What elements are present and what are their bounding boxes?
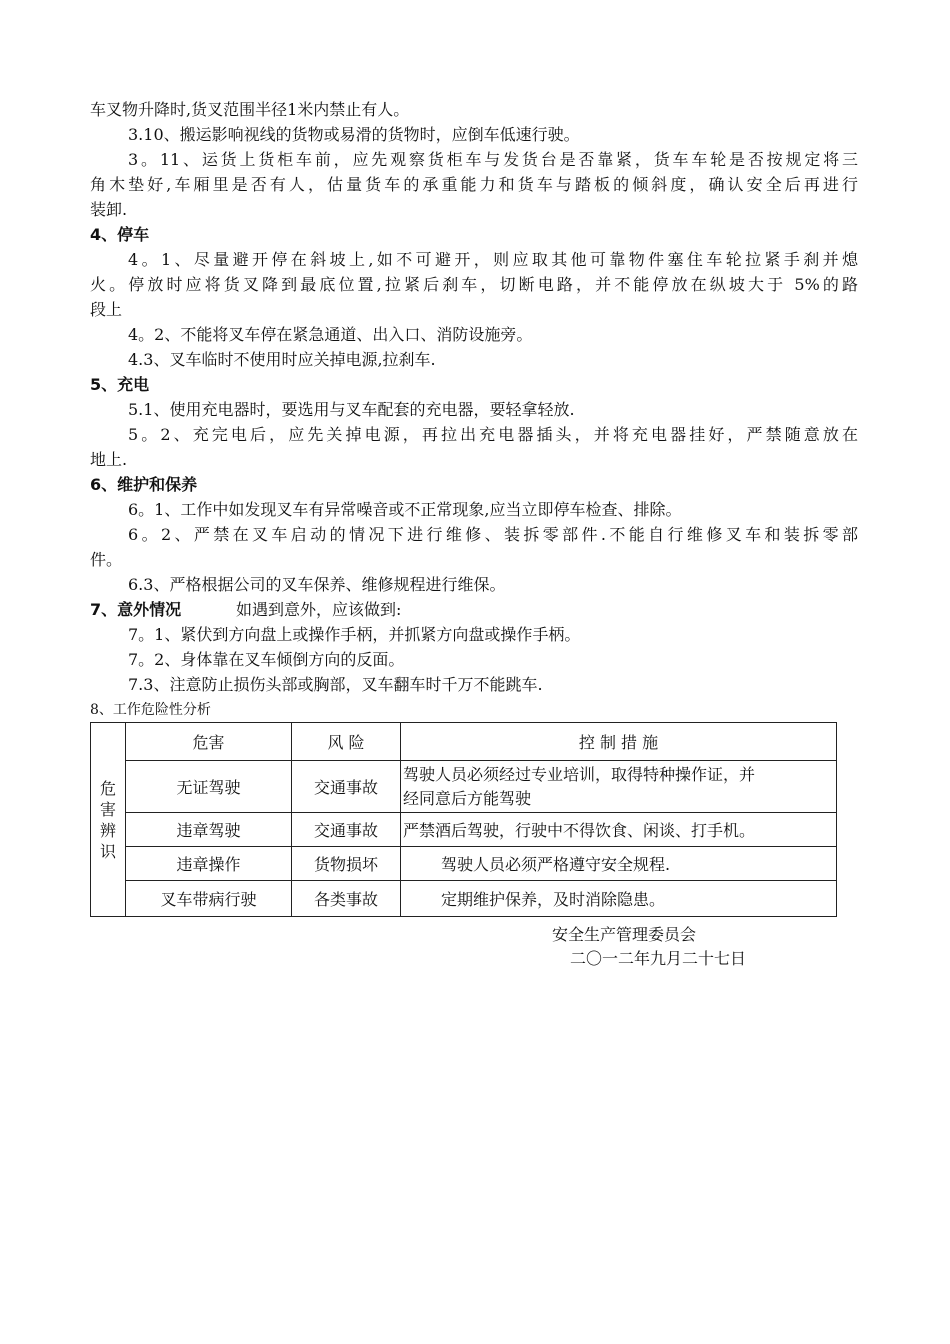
text-line: 地上. — [90, 450, 128, 469]
section-heading-5: 5、充电 — [90, 375, 150, 394]
table-header-row — [91, 723, 837, 761]
risk-cell: 交通事故 — [292, 813, 401, 847]
table-row — [91, 881, 837, 917]
hazard-analysis-table — [90, 722, 837, 917]
text-line: 4。2、不能将叉车停在紧急通道、出入口、消防设施旁。 — [128, 325, 533, 344]
text-line: 3。11、运货上货柜车前，应先观察货柜车与发货台是否靠紧，货车车轮是否按规定将三 — [128, 150, 858, 169]
control-cell: 严禁酒后驾驶，行驶中不得饮食、闲谈、打手机。 — [401, 813, 837, 847]
hazard-cell: 无证驾驶 — [126, 761, 292, 813]
text-line: 4.3、叉车临时不使用时应关掉电源,拉刹车. — [128, 350, 436, 369]
text-line: 6.3、严格根据公司的叉车保养、维修规程进行维保。 — [128, 575, 506, 594]
text-line: 装卸. — [90, 200, 128, 219]
text-line: 角木垫好,车厢里是否有人，估量货车的承重能力和货车与踏板的倾斜度，确认安全后再进行 — [90, 175, 858, 194]
section-heading-7: 7、意外情况 — [90, 600, 182, 619]
text-line: 4。1、尽量避开停在斜坡上,如不可避开，则应取其他可靠物件塞住车轮拉紧手刹并熄 — [128, 250, 858, 269]
text-line: 3.10、搬运影响视线的货物或易滑的货物时，应倒车低速行驶。 — [128, 125, 580, 144]
header-risk: 风 险 — [292, 723, 401, 761]
signature-org: 安全生产管理委员会 — [552, 925, 697, 944]
text-line: 6。2、严禁在叉车启动的情况下进行维修、装拆零部件.不能自行维修叉车和装拆零部 — [128, 525, 858, 544]
control-cell: 定期维护保养，及时消除隐患。 — [401, 881, 837, 917]
control-cell: 驾驶人员必须经过专业培训，取得特种操作证，并 经同意后方能驾驶 — [401, 761, 837, 813]
text-line: 7。1、紧伏到方向盘上或操作手柄，并抓紧方向盘或操作手柄。 — [128, 625, 581, 644]
risk-cell: 货物损坏 — [292, 847, 401, 881]
hazard-cell: 违章操作 — [126, 847, 292, 881]
control-cell: 驾驶人员必须严格遵守安全规程. — [401, 847, 837, 881]
text-line: 件。 — [90, 550, 123, 569]
table-row — [91, 761, 837, 813]
risk-cell: 交通事故 — [292, 761, 401, 813]
hazard-identification-label: 危 害 辨 识 — [91, 723, 126, 917]
hazard-cell: 叉车带病行驶 — [126, 881, 292, 917]
table-row — [91, 813, 837, 847]
text-line: 如遇到意外，应该做到: — [236, 600, 402, 619]
text-line: 5。2、充完电后，应先关掉电源，再拉出充电器插头，并将充电器挂好，严禁随意放在 — [128, 425, 858, 444]
signature-date: 二〇一二年九月二十七日 — [570, 949, 747, 968]
hazard-cell: 违章驾驶 — [126, 813, 292, 847]
text-line: 7.3、注意防止损伤头部或胸部，叉车翻车时千万不能跳车. — [128, 675, 543, 694]
text-line: 5.1、使用充电器时，要选用与叉车配套的充电器，要轻拿轻放. — [128, 400, 575, 419]
text-line: 7。2、身体靠在叉车倾倒方向的反面。 — [128, 650, 405, 669]
risk-cell: 各类事故 — [292, 881, 401, 917]
section-heading-6: 6、维护和保养 — [90, 475, 198, 494]
section-heading-4: 4、停车 — [90, 225, 150, 244]
text-line: 6。1、工作中如发现叉车有异常噪音或不正常现象,应当立即停车检查、排除。 — [128, 500, 682, 519]
text-line: 车叉物升降时,货叉范围半径1米内禁止有人。 — [90, 100, 410, 119]
text-line: 火。停放时应将货叉降到最底位置,拉紧后刹车，切断电路，并不能停放在纵坡大于 5%的路 — [90, 275, 858, 294]
section-heading-8: 8、工作危险性分析 — [90, 702, 211, 718]
table-row — [91, 847, 837, 881]
header-hazard: 危害 — [126, 723, 292, 761]
text-line: 段上 — [90, 300, 123, 319]
header-control: 控 制 措 施 — [401, 723, 837, 761]
